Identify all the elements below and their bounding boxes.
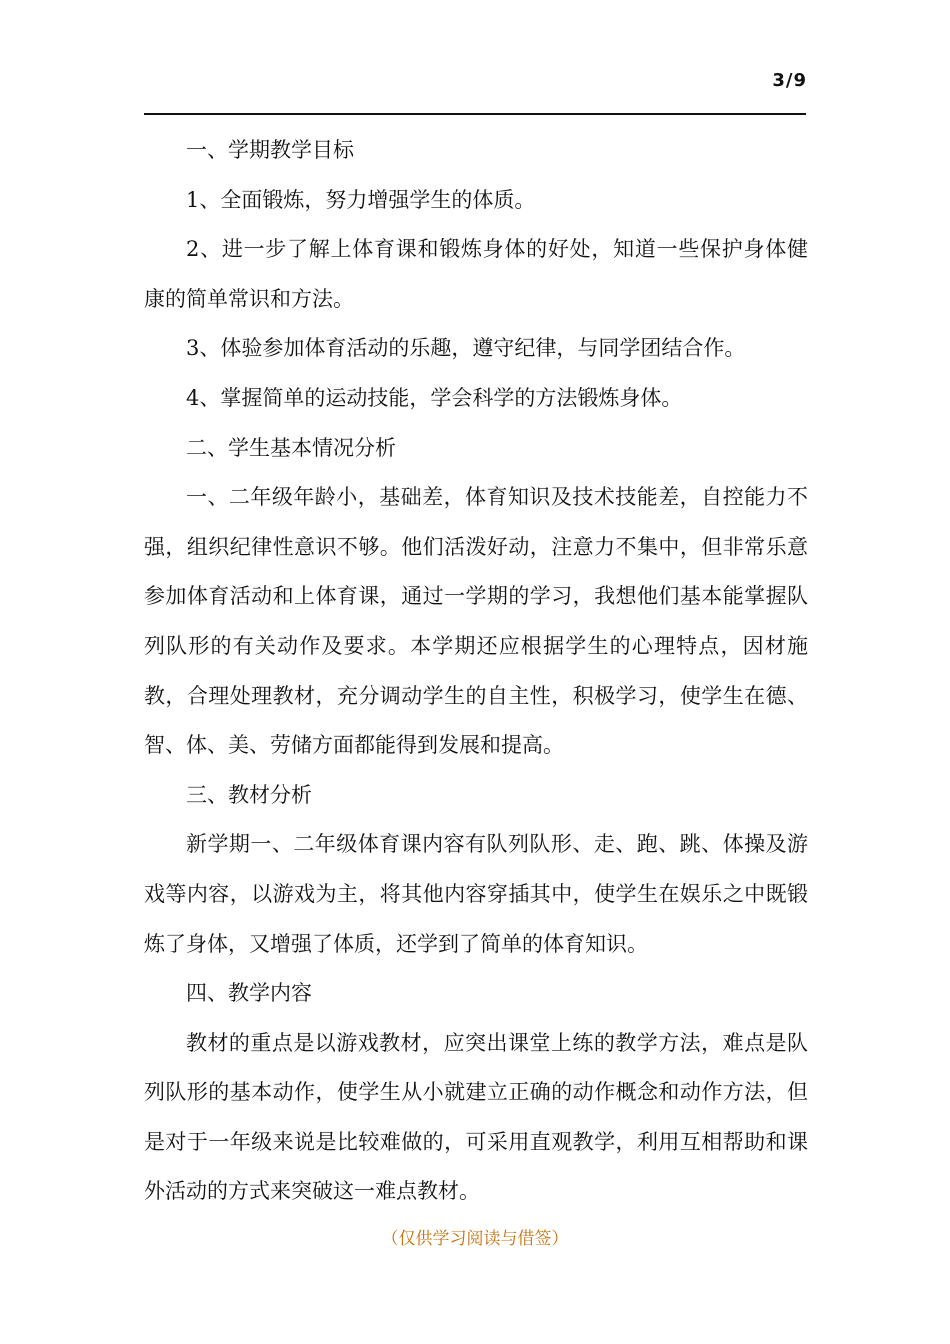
materials-analysis-paragraph: 新学期一、二年级体育课内容有队列队形、走、跑、跳、体操及游戏等内容，以游戏为主，将其他内容穿插其中，使学生在娱乐之中既锻炼了身体，又增强了体质，还学到了简单的体育知识。 (144, 832, 808, 956)
goal-item-1: 1、全面锻炼，努力增强学生的体质。 (186, 187, 536, 212)
page-number: 3/9 (772, 70, 807, 91)
section-heading-content: 四、教学内容 (186, 981, 312, 1006)
students-analysis-paragraph: 一、二年级年龄小，基础差，体育知识及技术技能差，自控能力不强，组织纪律性意识不够。他们活泼好动，注意力不集中，但非常乐意参加体育活动和上体育课，通过一学期的学习，我想他们基本能掌握队列队形的有关动作及要求。本学期还应根据学生的心理特点，因材施教，合理处理教材，充分调动学生的自主性，积极学习，使学生在德、智、体、美、劳储方面都能得到发展和提高。 (144, 485, 808, 758)
footer-note: （仅供学习阅读与借签） (381, 1229, 569, 1249)
section-heading-goals: 一、学期教学目标 (186, 138, 354, 162)
document-body (144, 126, 808, 1217)
goal-item-4: 4、掌握简单的运动技能，学会科学的方法锻炼身体。 (186, 385, 683, 410)
teaching-content-paragraph: 教材的重点是以游戏教材，应突出课堂上练的教学方法，难点是队列队形的基本动作，使学生从小就建立正确的动作概念和动作方法，但是对于一年级来说是比较难做的，可采用直观教学，利用互相帮助和课外活动的方式来突破这一难点教材。 (144, 1030, 808, 1204)
goal-item-3: 3、体验参加体育活动的乐趣，遵守纪律，与同学团结合作。 (186, 336, 746, 361)
header-divider (144, 113, 806, 115)
goal-item-2: 2、进一步了解上体育课和锻炼身体的好处，知道一些保护身体健康的简单常识和方法。 (144, 237, 808, 311)
section-heading-materials: 三、教材分析 (186, 782, 312, 807)
section-heading-students: 二、学生基本情况分析 (186, 435, 396, 460)
